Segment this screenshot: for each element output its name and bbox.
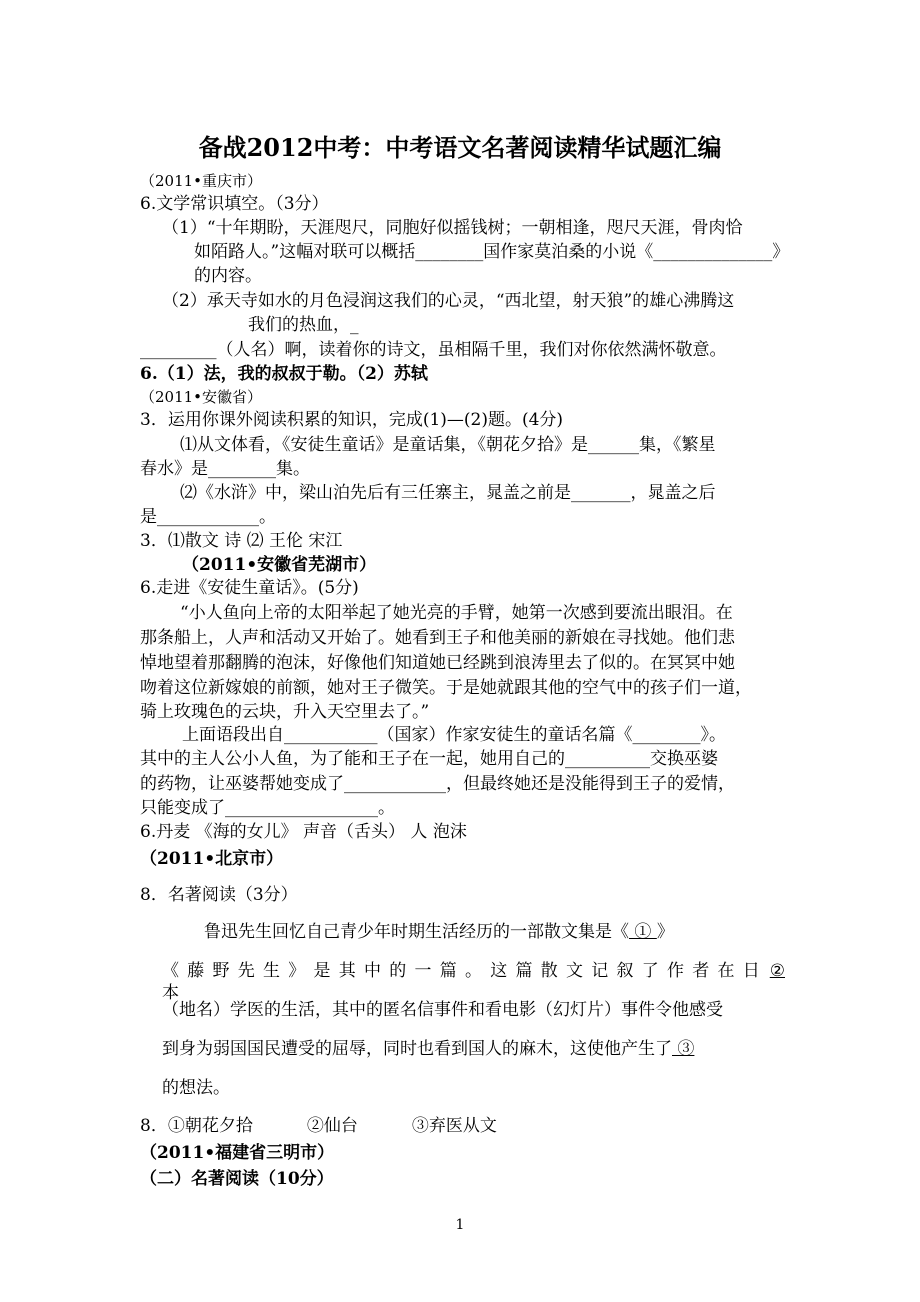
source-label: （2011•北京市） xyxy=(140,849,284,869)
page-title: 备战2012中考：中考语文名著阅读精华试题汇编 xyxy=(198,133,722,162)
answer-text: 8．①朝花夕拾 ②仙台 ③弃医从文 xyxy=(140,1116,497,1136)
question-text: （2）承天寺如水的月色浸润这我们的心灵，“西北望，射天狼”的雄心沸腾这 xyxy=(162,291,735,311)
answer-text: 6.丹麦 《海的女儿》 声音（舌头） 人 泡沫 xyxy=(140,822,467,842)
question-text-part: 到身为弱国国民遭受的屈辱，同时也看到国人的麻木，这使他产生了 xyxy=(162,1039,672,1059)
question-text: 其中的主人公小人鱼，为了能和王子在一起，她用自己的__________交换巫婆 xyxy=(140,749,718,769)
blank-1: ① xyxy=(629,922,657,942)
answer-text: 6.（1）法，我的叔叔于勒。（2）苏轼 xyxy=(140,364,428,384)
blank-3: ③ xyxy=(672,1039,695,1059)
passage-text: 悼地望着那翻腾的泡沫，好像他们知道她已经跳到浪涛里去了似的。在冥冥中她 xyxy=(140,653,735,673)
passage-text: “小人鱼向上帝的太阳举起了她光亮的手臂，她第一次感到要流出眼泪。在 xyxy=(180,603,733,623)
question-text: ⑵《水浒》中，梁山泊先后有三任寨主，晁盖之前是_______，晁盖之后 xyxy=(180,483,716,503)
source-label: （2011•安徽省芜湖市） xyxy=(182,555,377,575)
question-text: _________（人名）啊，读着你的诗文，虽相隔千里，我们对你依然满怀敬意。 xyxy=(140,340,727,360)
source-label: （2011•重庆市） xyxy=(140,172,263,190)
question-text-part: 》 xyxy=(656,922,674,942)
question-text: 春水》是________集。 xyxy=(140,459,310,479)
question-text: 是____________。 xyxy=(140,507,276,527)
source-label: （2011•安徽省） xyxy=(140,388,263,406)
source-label: （2011•福建省三明市） xyxy=(140,1143,335,1163)
passage-text: 吻着这位新嫁娘的前额，她对王子微笑。于是她就跟其他的空气中的孩子们一道， xyxy=(140,678,752,698)
question-text xyxy=(162,1038,694,1060)
question-text: （1）“十年期盼，天涯咫尺，同胞好似摇钱树；一朝相逢，咫尺天涯，骨肉恰 xyxy=(162,218,743,238)
question-text: 如陌路人。”这幅对联可以概括________国作家莫泊桑的小说《______________》 xyxy=(194,242,790,262)
passage-text: 骑上玫瑰色的云块，升入天空里去了。” xyxy=(140,702,430,722)
question-text: 只能变成了__________________。 xyxy=(140,798,395,818)
question-text xyxy=(204,921,674,943)
blank-2: ② xyxy=(769,961,785,981)
question-text: 上面语段出自___________（国家）作家安徒生的童话名篇《________》。 xyxy=(182,725,726,745)
question-heading: 6.走进《安徒生童话》。(5分) xyxy=(140,578,359,598)
passage-text: 那条船上，人声和活动又开始了。她看到王子和他美丽的新娘在寻找她。他们悲 xyxy=(140,628,735,648)
question-text: 我们的热血，_ xyxy=(248,315,359,335)
question-text: ⑴从文体看，《安徒生童话》是童话集，《朝花夕拾》是______集，《繁星 xyxy=(180,435,716,455)
question-text: 的内容。 xyxy=(194,266,262,286)
page-number: 1 xyxy=(455,1217,465,1233)
question-text: （地名）学医的生活，其中的匿名信事件和看电影（幻灯片）事件令他感受 xyxy=(162,1000,723,1020)
question-heading: 8．名著阅读（3分） xyxy=(140,885,298,905)
question-text-part: 《藤野先生》是其中的一篇。这篇散文记叙了作者在日本 xyxy=(162,961,768,1003)
question-text: 的药物，让巫婆帮她变成了____________，但最终她还是没能得到王子的爱情， xyxy=(140,774,735,794)
question-text-part: 鲁迅先生回忆自己青少年时期生活经历的一部散文集是《 xyxy=(204,922,629,942)
question-text: 的想法。 xyxy=(162,1078,230,1098)
question-text xyxy=(162,960,785,1004)
question-heading: 3．运用你课外阅读积累的知识，完成(1)—(2)题。(4分) xyxy=(140,410,564,430)
answer-text: 3．⑴散文 诗 ⑵ 王伦 宋江 xyxy=(140,531,343,551)
question-heading: 6.文学常识填空。（3分） xyxy=(140,194,329,214)
question-heading: （二）名著阅读（10分） xyxy=(140,1169,334,1189)
